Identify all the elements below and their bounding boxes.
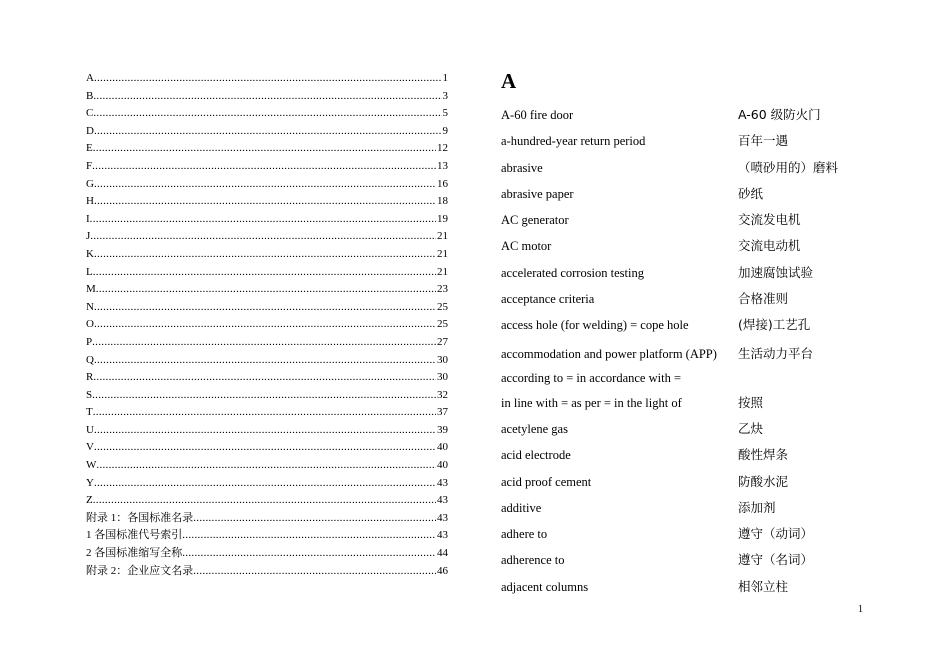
toc-leader-dots — [94, 246, 436, 264]
toc-page: 43 — [437, 494, 448, 507]
toc-page: 30 — [437, 371, 448, 384]
toc-entry[interactable] — [86, 334, 448, 352]
glossary-entry — [501, 469, 861, 495]
term-chinese: （喷砂用的）磨料 — [738, 159, 839, 175]
toc-label: Q — [86, 353, 94, 366]
glossary-entry — [501, 155, 861, 181]
toc-leader-dots — [193, 510, 436, 528]
toc-leader-dots — [90, 211, 436, 229]
term-chinese: 遵守（名词） — [738, 552, 814, 568]
term-english: in line with = as per = in the light of — [501, 395, 682, 410]
toc-label: J — [86, 230, 91, 243]
glossary-entry — [501, 286, 861, 312]
term-english: AC generator — [501, 213, 569, 228]
toc-entry[interactable] — [86, 228, 448, 246]
toc-page: 44 — [437, 547, 448, 560]
term-chinese: 酸性焊条 — [738, 447, 789, 463]
term-english: adherence to — [501, 553, 565, 568]
toc-page: 30 — [437, 353, 448, 366]
toc-page: 27 — [437, 335, 448, 348]
page-number: 1 — [858, 604, 863, 615]
toc-entry[interactable] — [86, 404, 448, 422]
toc-leader-dots — [96, 281, 436, 299]
toc-leader-dots — [193, 563, 436, 581]
term-chinese: A-60 级防火门 — [738, 107, 821, 122]
toc-label: B — [86, 89, 94, 102]
toc-entry[interactable] — [86, 105, 448, 123]
toc-entry[interactable] — [86, 176, 448, 194]
toc-page: 25 — [437, 300, 448, 313]
glossary-entry — [501, 181, 861, 207]
glossary-entry — [501, 442, 861, 468]
glossary-entry — [501, 233, 861, 259]
toc-page: 43 — [437, 476, 448, 489]
toc-leader-dots — [93, 369, 436, 387]
toc-leader-dots — [90, 228, 436, 246]
toc-entry[interactable] — [86, 457, 448, 475]
toc-page: 16 — [437, 177, 448, 190]
toc-entry[interactable] — [86, 527, 448, 545]
toc-entry[interactable] — [86, 70, 448, 88]
term-chinese: 砂纸 — [738, 185, 764, 201]
toc-leader-dots — [94, 316, 436, 334]
term-english: acceptance criteria — [501, 292, 595, 307]
toc-entry[interactable] — [86, 264, 448, 282]
toc-page: 37 — [437, 406, 448, 419]
glossary-entry — [501, 339, 861, 367]
glossary-entry — [501, 547, 861, 573]
toc-page: 13 — [437, 159, 448, 172]
glossary-entry — [501, 495, 861, 521]
toc-leader-dots — [93, 105, 441, 123]
toc-label: Z — [86, 494, 93, 507]
toc-label: T — [86, 406, 93, 419]
toc-page: 23 — [437, 283, 448, 296]
toc-label: R — [86, 371, 94, 384]
term-english: acid proof cement — [501, 474, 592, 489]
toc-leader-dots — [93, 404, 436, 422]
toc-leader-dots — [96, 457, 436, 475]
toc-label: N — [86, 300, 94, 313]
toc-label: P — [86, 335, 93, 348]
toc-page: 32 — [437, 388, 448, 401]
term-chinese: 乙炔 — [738, 420, 764, 436]
term-english: abrasive paper — [501, 186, 574, 201]
term-chinese: 添加剂 — [738, 499, 776, 515]
toc-entry[interactable] — [86, 369, 448, 387]
toc-label: M — [86, 283, 96, 296]
toc-page: 18 — [437, 195, 448, 208]
toc-leader-dots — [93, 492, 436, 510]
toc-label: Y — [86, 476, 94, 489]
toc-page: 46 — [437, 564, 448, 577]
toc-entry[interactable] — [86, 140, 448, 158]
toc-entry[interactable] — [86, 563, 448, 581]
toc-entry[interactable] — [86, 492, 448, 510]
toc-leader-dots — [93, 88, 441, 106]
toc-entry[interactable] — [86, 299, 448, 317]
table-of-contents — [86, 70, 448, 580]
toc-entry[interactable] — [86, 439, 448, 457]
toc-entry[interactable] — [86, 316, 448, 334]
toc-page: 19 — [437, 212, 448, 225]
term-english: access hole (for welding) = cope hole — [501, 318, 689, 333]
toc-entry[interactable] — [86, 246, 448, 264]
toc-leader-dots — [94, 422, 436, 440]
toc-entry[interactable] — [86, 422, 448, 440]
term-chinese: 相邻立柱 — [738, 578, 789, 594]
toc-page: 25 — [437, 318, 448, 331]
term-english: A-60 fire door — [501, 108, 574, 122]
toc-entry[interactable] — [86, 193, 448, 211]
toc-label: W — [86, 459, 97, 472]
term-english: adjacent columns — [501, 579, 589, 594]
glossary-entry — [501, 128, 861, 154]
toc-entry[interactable] — [86, 510, 448, 528]
term-english: acid electrode — [501, 448, 571, 463]
glossary-entry — [501, 102, 861, 128]
term-english: accelerated corrosion testing — [501, 265, 644, 280]
toc-label: S — [86, 388, 93, 401]
toc-entry[interactable] — [86, 211, 448, 229]
glossary-entry — [501, 416, 861, 442]
toc-label: 1 各国标准代号索引 — [86, 529, 183, 542]
toc-entry[interactable] — [86, 281, 448, 299]
glossary-entry — [501, 390, 861, 416]
glossary-entry — [501, 574, 861, 600]
toc-entry[interactable] — [86, 387, 448, 405]
term-chinese: 百年一遇 — [738, 133, 789, 149]
toc-leader-dots — [92, 334, 436, 352]
toc-label: V — [86, 441, 94, 454]
toc-leader-dots — [182, 545, 436, 563]
toc-leader-dots — [94, 439, 436, 457]
toc-label: I — [86, 212, 90, 225]
glossary-section — [501, 70, 861, 600]
toc-label: C — [86, 107, 94, 120]
toc-page: 40 — [437, 441, 448, 454]
term-chinese: 防酸水泥 — [738, 473, 789, 489]
toc-page: 9 — [442, 124, 448, 137]
toc-label: 附录 2：企业应文名录 — [86, 564, 194, 577]
toc-entry[interactable] — [86, 123, 448, 141]
term-chinese: 交流发电机 — [738, 212, 801, 228]
toc-label: H — [86, 195, 94, 208]
toc-label: 附录 1：各国标准名录 — [86, 511, 194, 524]
toc-leader-dots — [94, 352, 436, 370]
term-chinese: 遵守（动词） — [738, 526, 814, 542]
term-chinese: 交流电动机 — [738, 238, 801, 254]
term-english: adhere to — [501, 527, 548, 542]
section-heading: A — [501, 69, 517, 93]
toc-entry[interactable] — [86, 545, 448, 563]
term-chinese: (焊接)工艺孔 — [738, 317, 811, 333]
toc-label: 2 各国标准缩写全称 — [86, 547, 183, 560]
toc-leader-dots — [94, 176, 436, 194]
toc-entry[interactable] — [86, 352, 448, 370]
glossary-entry — [501, 260, 861, 286]
toc-label: O — [86, 318, 94, 331]
term-english: abrasive — [501, 160, 543, 175]
term-english: additive — [501, 500, 542, 515]
toc-leader-dots — [94, 475, 436, 493]
toc-label: L — [86, 265, 93, 278]
glossary-entry — [501, 367, 861, 390]
toc-leader-dots — [92, 158, 436, 176]
term-english: a-hundred-year return period — [501, 134, 646, 149]
toc-page: 43 — [437, 511, 448, 524]
term-chinese: 加速腐蚀试验 — [738, 264, 814, 280]
toc-page: 1 — [442, 72, 448, 84]
toc-label: K — [86, 247, 94, 260]
toc-leader-dots — [93, 264, 436, 282]
term-english: acetylene gas — [501, 421, 568, 436]
glossary-entry — [501, 207, 861, 233]
toc-label: D — [86, 124, 94, 137]
toc-entry[interactable] — [86, 475, 448, 493]
toc-leader-dots — [94, 299, 436, 317]
toc-page: 43 — [437, 529, 448, 542]
toc-entry[interactable] — [86, 88, 448, 106]
glossary-entry — [501, 312, 861, 338]
toc-page: 12 — [437, 142, 448, 155]
toc-leader-dots — [94, 193, 436, 211]
toc-page: 40 — [437, 459, 448, 472]
toc-page: 5 — [442, 107, 448, 120]
toc-leader-dots — [94, 70, 442, 88]
term-chinese: 生活动力平台 — [738, 345, 814, 361]
toc-page: 39 — [437, 423, 448, 436]
toc-page: 3 — [442, 89, 448, 102]
toc-label: E — [86, 142, 93, 155]
toc-page: 21 — [437, 247, 448, 260]
toc-label: F — [86, 159, 93, 172]
term-english: accommodation and power platform (APP) — [501, 346, 717, 361]
term-chinese: 合格准则 — [738, 291, 789, 307]
term-chinese: 按照 — [738, 394, 764, 410]
toc-label: A — [86, 72, 94, 84]
toc-leader-dots — [182, 527, 436, 545]
toc-leader-dots — [92, 387, 436, 405]
term-english: according to = in accordance with = — [501, 370, 681, 385]
toc-page: 21 — [437, 265, 448, 278]
toc-leader-dots — [93, 140, 436, 158]
toc-entry[interactable] — [86, 158, 448, 176]
toc-label: G — [86, 177, 94, 190]
term-english: AC motor — [501, 239, 552, 254]
toc-page: 21 — [437, 230, 448, 243]
toc-label: U — [86, 423, 94, 436]
glossary-entry — [501, 521, 861, 547]
toc-leader-dots — [94, 123, 442, 141]
